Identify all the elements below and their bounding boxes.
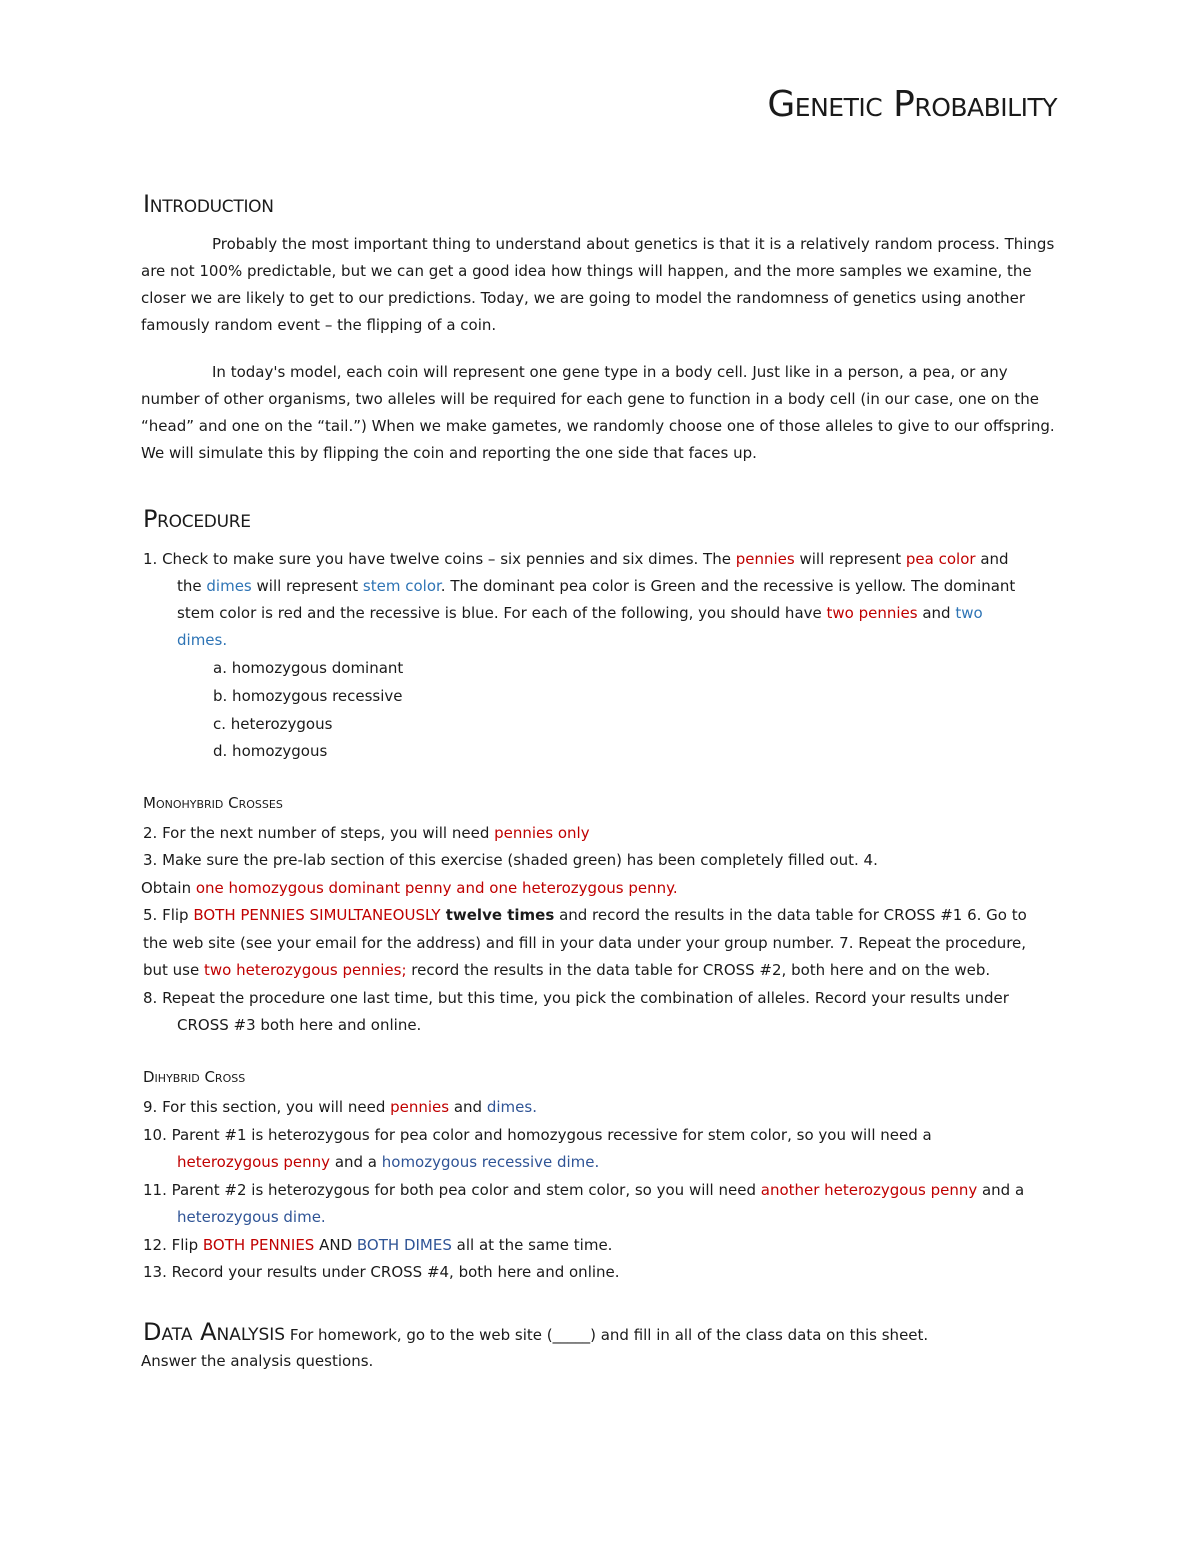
step-1-line-3: stem color is red and the recessive is blue. For each of the following, you should have two pennies and two: [177, 604, 983, 622]
step-8-line-1: 8. Repeat the procedure one last time, but this time, you pick the combination of alleles. Record your results under: [143, 989, 1009, 1007]
step-10-line-2: heterozygous penny and a homozygous recessive dime.: [177, 1153, 600, 1171]
analysis-instruction: Answer the analysis questions.: [141, 1352, 374, 1370]
data-analysis-heading: Data Analysis: [143, 1318, 286, 1346]
step-7: but use two heterozygous pennies; record the results in the data table for CROSS #2, both here and on the web.: [143, 961, 991, 979]
list-item: b. homozygous recessive: [213, 687, 403, 705]
introduction-heading: Introduction: [143, 190, 274, 218]
list-item: c. heterozygous: [213, 715, 333, 733]
step-13: 13. Record your results under CROSS #4, both here and online.: [143, 1263, 620, 1281]
step-5: 5. Flip BOTH PENNIES SIMULTANEOUSLY twelve times and record the results in the data table for CROSS #1 6. Go to: [143, 906, 1027, 924]
step-1-line-4: dimes.: [177, 631, 228, 649]
step-2: 2. For the next number of steps, you will need pennies only: [143, 824, 590, 842]
step-8-line-2: CROSS #3 both here and online.: [177, 1016, 422, 1034]
step-6: the web site (see your email for the address) and fill in your data under your group number. 7. Repeat the procedure,: [143, 934, 1027, 952]
monohybrid-heading: Monohybrid Crosses: [143, 794, 283, 812]
step-11-line-2: heterozygous dime.: [177, 1208, 326, 1226]
step-3: 3. Make sure the pre-lab section of this exercise (shaded green) has been completely filled out. 4.: [143, 851, 878, 869]
step-12: 12. Flip BOTH PENNIES AND BOTH DIMES all at the same time.: [143, 1236, 613, 1254]
intro-paragraph-2: In today's model, each coin will represent one gene type in a body cell. Just like in a person, a pea, or any number of other organisms, two alleles will be required for each gene to function in a body cell (in our case, one on the “head” and one on the “tail.”) When we make gametes, we randomly choose one of those alleles to give to our offspring. We will simulate this by flipping the coin and reporting the one side that faces up.: [141, 363, 1055, 462]
step-9: 9. For this section, you will need pennies and dimes.: [143, 1098, 537, 1116]
step-4: Obtain one homozygous dominant penny and one heterozygous penny.: [141, 879, 678, 897]
page-title: Genetic Probability: [767, 84, 1057, 125]
list-item: d. homozygous: [213, 742, 328, 760]
data-analysis-line: Data Analysis For homework, go to the web site (_____) and fill in all of the class data on this sheet.: [143, 1318, 929, 1346]
step-1-line-2: the dimes will represent stem color. The dominant pea color is Green and the recessive is yellow. The dominant: [177, 577, 1016, 595]
procedure-heading: Procedure: [143, 505, 251, 533]
step-10-line-1: 10. Parent #1 is heterozygous for pea color and homozygous recessive for stem color, so you will need a: [143, 1126, 932, 1144]
intro-paragraph-1: Probably the most important thing to understand about genetics is that it is a relatively random process. Things are not 100% predictable, but we can get a good idea how things will happen, and the more samples we examine, the closer we are likely to get to our predictions. Today, we are going to model the randomness of genetics using another famously random event – the flipping of a coin.: [141, 235, 1055, 334]
step-1-line-1: 1. Check to make sure you have twelve coins – six pennies and six dimes. The pennies will represent pea color and: [143, 550, 1009, 568]
list-item: a. homozygous dominant: [213, 659, 404, 677]
step-11-line-1: 11. Parent #2 is heterozygous for both pea color and stem color, so you will need another heterozygous penny and a: [143, 1181, 1025, 1199]
dihybrid-heading: Dihybrid Cross: [143, 1068, 246, 1086]
